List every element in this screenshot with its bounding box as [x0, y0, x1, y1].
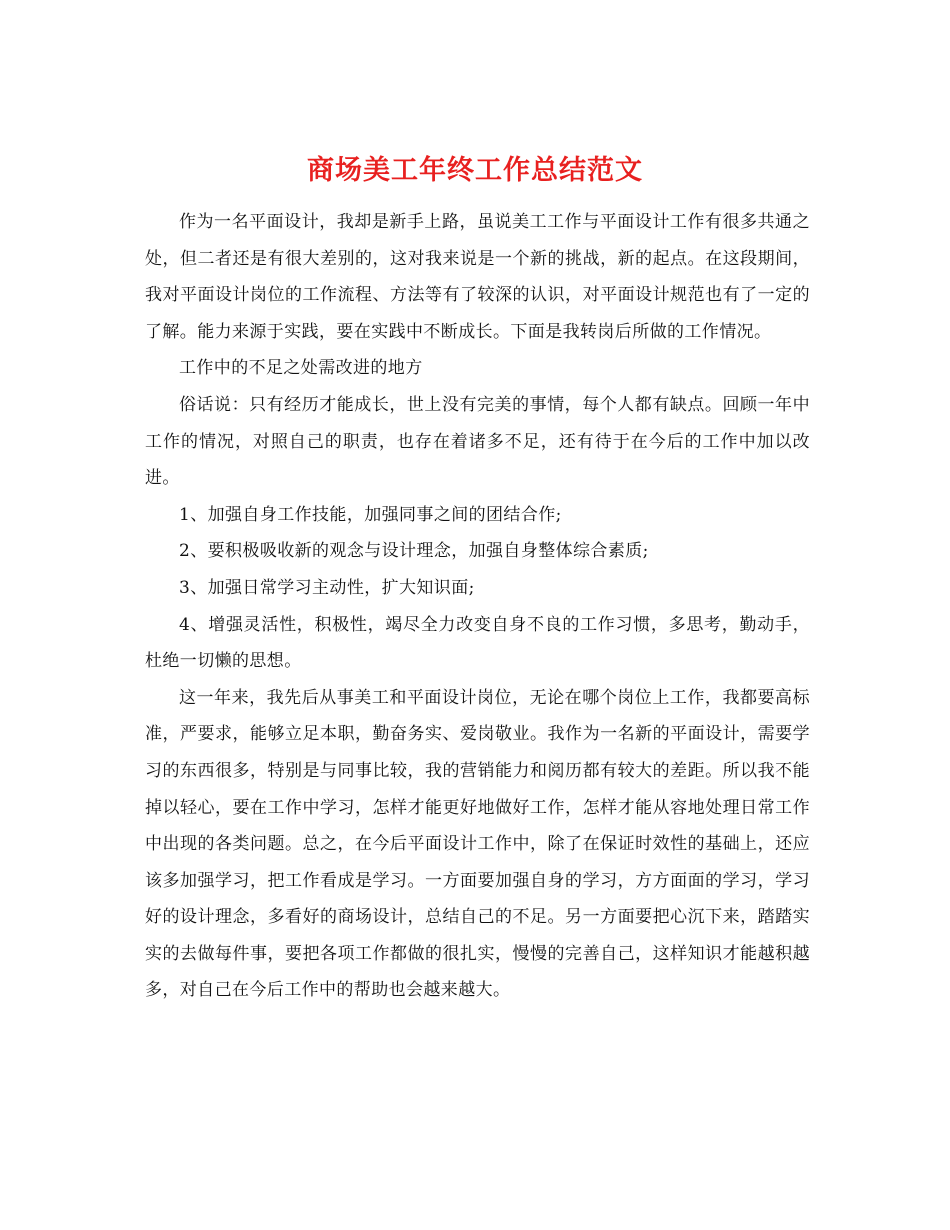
- list-item-1: 1、加强自身工作技能，加强同事之间的团结合作;: [179, 504, 562, 525]
- list-item-3: 3、加强日常学习主动性，扩大知识面;: [179, 577, 475, 598]
- paragraph-intro: 作为一名平面设计，我却是新手上路，虽说美工工作与平面设计工作有很多共通之处，但二者还是有很大差别的，这对我来说是一个新的挑战，新的起点。在这段期间，我对平面设计岗位的工作流程、方法等有了较深的认识，对平面设计规范也有了一定的了解。能力来源于实践，要在实践中不断成长。下面是我转岗后所做的工作情况。: [145, 212, 810, 342]
- paragraph-review: 俗话说：只有经历才能成长，世上没有完美的事情，每个人都有缺点。回顾一年中工作的情况，对照自己的职责，也存在着诸多不足，还有待于在今后的工作中加以改进。: [145, 394, 810, 489]
- list-item-2: 2、要积极吸收新的观念与设计理念，加强自身整体综合素质;: [179, 541, 649, 562]
- document-body: [145, 204, 810, 1009]
- list-item-4: 4、增强灵活性，积极性，竭尽全力改变自身不良的工作习惯，多思考，勤动手，杜绝一切懒的思想。: [145, 614, 810, 672]
- paragraph-conclusion: 这一年来，我先后从事美工和平面设计岗位，无论在哪个岗位上工作，我都要高标准，严要求，能够立足本职，勤奋务实、爱岗敬业。我作为一名新的平面设计，需要学习的东西很多，特别是与同事比较，我的营销能力和阅历都有较大的差距。所以我不能掉以轻心，要在工作中学习，怎样才能更好地做好工作，怎样才能从容地处理日常工作中出现的各类问题。总之，在今后平面设计工作中，除了在保证时效性的基础上，还应该多加强学习，把工作看成是学习。一方面要加强自身的学习，方方面面的学习，学习好的设计理念，多看好的商场设计，总结自己的不足。另一方面要把心沉下来，踏踏实实的去做每件事，要把各项工作都做的很扎实，慢慢的完善自己，这样知识才能越积越多，对自己在今后工作中的帮助也会越来越大。: [145, 687, 810, 1001]
- section-heading-shortcomings: 工作中的不足之处需改进的地方: [179, 358, 423, 379]
- document-title: 商场美工年终工作总结范文: [307, 155, 643, 187]
